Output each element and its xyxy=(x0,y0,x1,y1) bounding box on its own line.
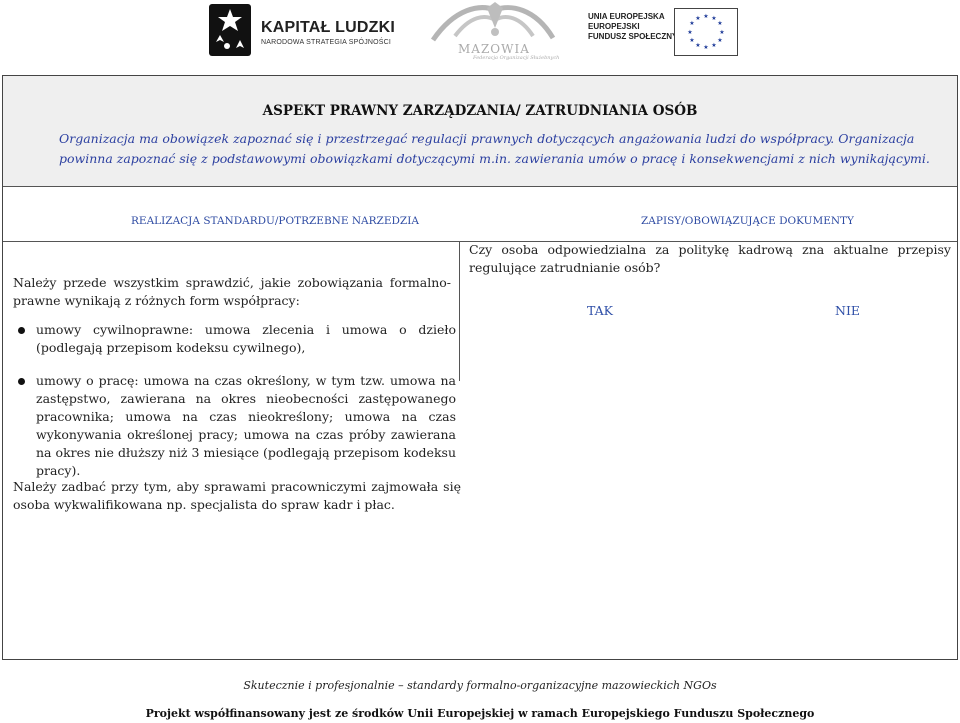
bullet-item: umowy cywilnoprawne: umowa zlecenia i umowa o dzieło (podlegają przepisom kodeksu cywilnego), xyxy=(36,322,456,355)
svg-text:★: ★ xyxy=(711,15,717,22)
svg-text:★: ★ xyxy=(717,20,723,27)
standard-panel xyxy=(2,75,958,660)
mazowia-subtitle: Federacja Organizacji Służebnych xyxy=(473,55,560,61)
eu-line-3: FUNDUSZ SPOŁECZNY xyxy=(588,32,678,41)
left-column-heading: REALIZACJA STANDARDU/POTRZEBNE NARZEDZIA xyxy=(131,215,419,227)
mazowia-name: MAZOWIA xyxy=(458,42,530,56)
section-intro: Organizacja ma obowiązek zapoznać się i przestrzegać regulacji prawnych dotyczących angażowania ludzi do współpracy. Organizacja powinna zapoznać się z podstawowymi obowiązkami dotyczącymi m.in. zawierania umów o pracę i konsekwencjami z nich wynikającymi. xyxy=(59,131,930,166)
section-header xyxy=(3,76,957,187)
bullet-icon xyxy=(18,378,25,385)
checklist-question: Czy osoba odpowiedzialna za politykę kadrową zna aktualne przepisy regulujące zatrudnianie osób? xyxy=(469,242,951,275)
footer-tagline: Skutecznie i profesjonalnie – standardy formalno-organizacyjne mazowieckich NGOs xyxy=(243,679,717,692)
mazowia-logo xyxy=(425,2,560,64)
svg-text:★: ★ xyxy=(695,15,701,22)
svg-text:★: ★ xyxy=(703,13,709,20)
kapital-ludzki-subtitle: NARODOWA STRATEGIA SPÓJNOŚCI xyxy=(261,39,392,46)
svg-text:★: ★ xyxy=(719,29,725,36)
svg-text:★: ★ xyxy=(689,20,695,27)
eu-line-2: EUROPEJSKI xyxy=(588,22,640,31)
closing-paragraph: Należy zadbać przy tym, aby sprawami pracowniczymi zajmowała się osoba wykwalifikowana np. specjalista do spraw kadr i płac. xyxy=(13,479,461,512)
section-title: ASPEKT PRAWNY ZARZĄDZANIA/ ZATRUDNIANIA OSÓB xyxy=(262,103,698,119)
svg-text:★: ★ xyxy=(687,29,693,36)
svg-text:★: ★ xyxy=(703,44,709,51)
option-no[interactable]: NIE xyxy=(835,303,860,318)
eu-flag-icon xyxy=(674,8,738,56)
svg-text:★: ★ xyxy=(711,42,717,49)
eu-logo-text xyxy=(588,12,677,42)
lead-paragraph: Należy przede wszystkim sprawdzić, jakie zobowiązania formalno-prawne wynikają z różnych form współpracy: xyxy=(13,275,451,308)
svg-text:★: ★ xyxy=(717,37,723,44)
kapital-ludzki-logo xyxy=(207,2,396,58)
mazowia-emblem-icon xyxy=(425,2,560,44)
footer-funding: Projekt współfinansowany jest ze środków Unii Europejskiej w ramach Europejskiego Funduszu Społecznego xyxy=(145,707,815,720)
divider-vertical xyxy=(459,241,460,381)
svg-text:★: ★ xyxy=(689,37,695,44)
bullet-item: umowy o pracę: umowa na czas określony, w tym tzw. umowa na zastępstwo, zawierana na okres nieobecności zastępowanego pracownika; umowa na czas nieokreślony; umowa na czas wykonywania określonej pracy; umowa na czas próby zawierana na okres nie dłuższy niż 3 miesiące (podlegają przepisom kodeksu pracy). xyxy=(36,373,456,478)
bullet-icon xyxy=(18,327,25,334)
logo-bar xyxy=(0,0,960,70)
kapital-ludzki-title: KAPITAŁ LUDZKI xyxy=(261,19,396,36)
kapital-ludzki-emblem-icon xyxy=(207,2,253,58)
right-column-heading: ZAPISY/OBOWIĄZUJĄCE DOKUMENTY xyxy=(641,215,854,227)
eu-line-1: UNIA EUROPEJSKA xyxy=(588,12,665,21)
eu-efs-logo xyxy=(588,6,768,56)
option-yes[interactable]: TAK xyxy=(587,303,614,318)
svg-text:★: ★ xyxy=(695,42,701,49)
